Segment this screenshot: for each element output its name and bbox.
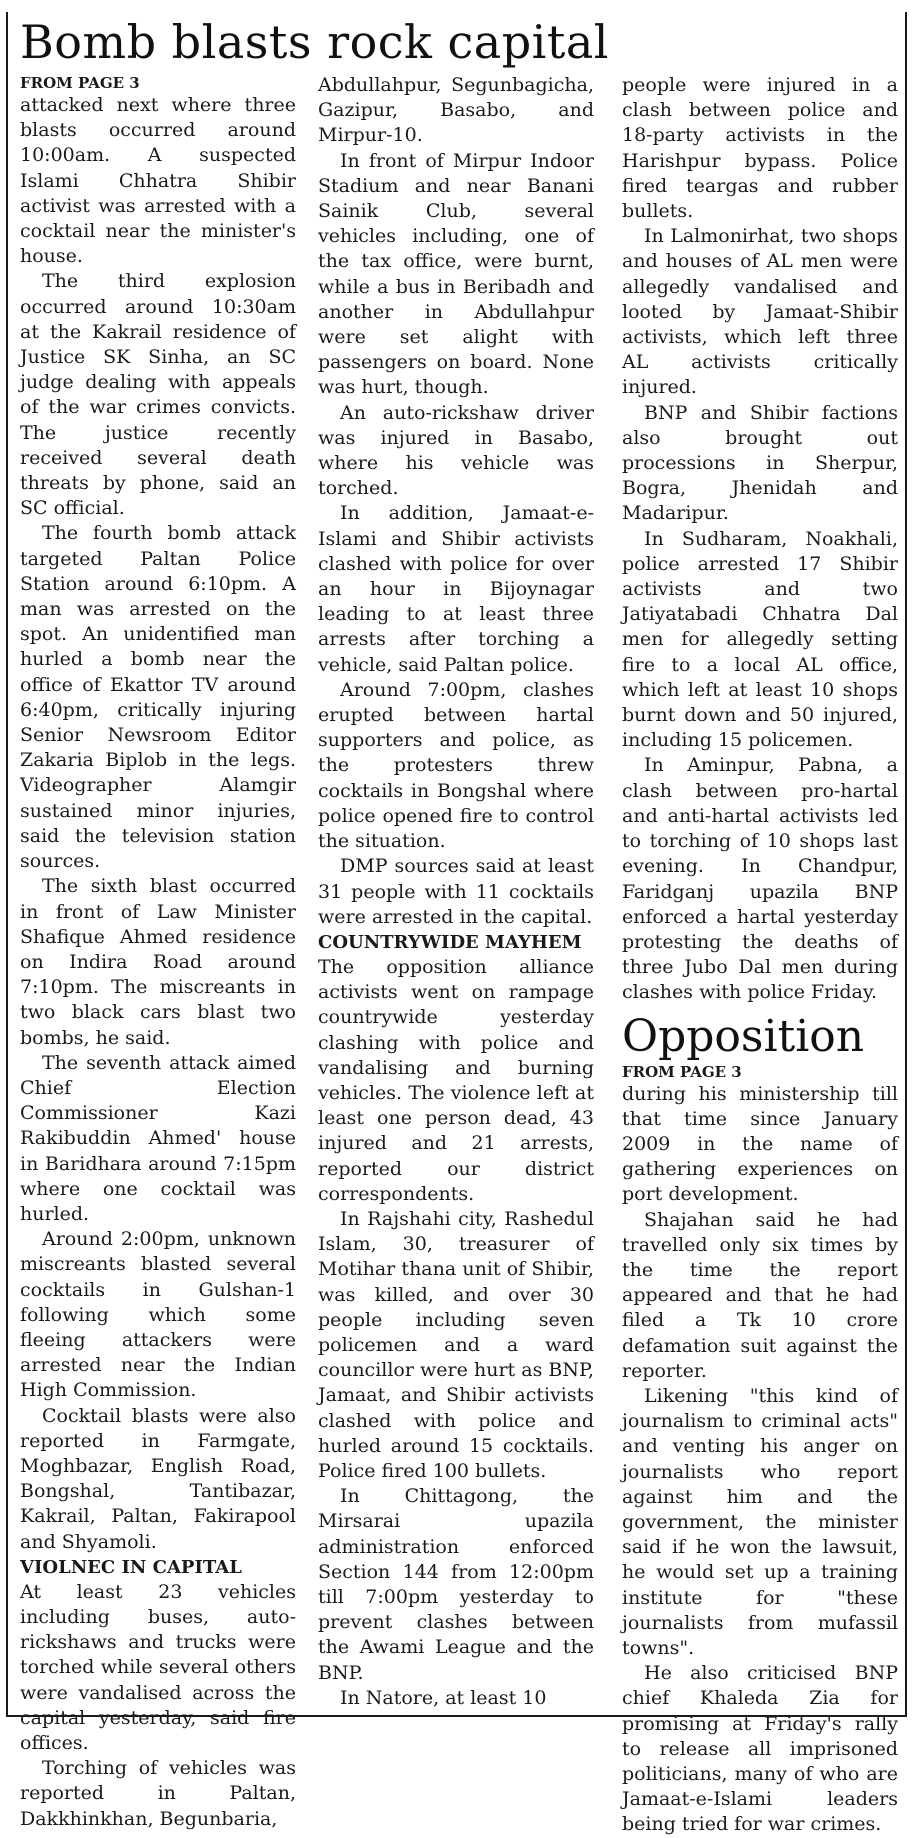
column-3 bbox=[622, 73, 898, 1838]
paragraph: attacked next where three blasts occurred around 10:00am. A suspected Islami Chhatra Shibir activist was arrested with a cocktail near the minister's house. bbox=[20, 94, 296, 268]
paragraph: He also criticised BNP chief Khaleda Zia for promising at Friday's rally to release all imprisoned politicians, many of who are Jamaat-e-Islami leaders being tried for war crimes. bbox=[622, 1662, 898, 1836]
paragraph: The seventh attack aimed Chief Election Commissioner Kazi Rakibuddin Ahmed' house in Baridhara around 7:15pm where one cocktail was hurled. bbox=[20, 1051, 296, 1225]
opposition-kicker: FROM PAGE 3 bbox=[622, 1062, 742, 1081]
paragraph: In Sudharam, Noakhali, police arrested 17 Shibir activists and two Jatiyatabadi Chhatra Dal men for allegedly setting fire to a local AL office, which left at least 10 shops burnt down and 50 injured, including 15 policemen. bbox=[622, 527, 898, 752]
paragraph: The third explosion occurred around 10:30am at the Kakrail residence of Justice SK Sinha, an SC judge dealing with appeals of the war crimes convicts. The justice recently received several death threats by phone, said an SC official. bbox=[20, 270, 296, 520]
paragraph: Shajahan said he had travelled only six times by the time the report appeared and that he had filed a Tk 10 crore defamation suit against the reporter. bbox=[622, 1208, 898, 1382]
article-headline: Bomb blasts rock capital bbox=[20, 15, 609, 69]
column-2 bbox=[318, 73, 594, 1711]
paragraph: In front of Mirpur Indoor Stadium and near Banani Sainik Club, several vehicles including, one of the tax office, were burnt, while a bus in Beribadh and another in Abdullahpur were set alight with passengers on board. None was hurt, though. bbox=[318, 149, 594, 399]
opposition-headline: Opposition bbox=[622, 1010, 865, 1062]
paragraph: In Aminpur, Pabna, a clash between pro-hartal and anti-hartal activists led to torching of 10 shops last evening. In Chandpur, Faridganj upazila BNP enforced a hartal yesterday protesting the deaths of three Jubo Dal men during clashes with police Friday. bbox=[622, 754, 898, 1004]
paragraph: Abdullahpur, Segunbagicha, Gazipur, Basabo, and Mirpur-10. bbox=[318, 74, 594, 147]
paragraph: people were injured in a clash between police and 18-party activists in the Harishpur bypass. Police fired teargas and rubber bullets. bbox=[622, 74, 898, 223]
paragraph: Cocktail blasts were also reported in Farmgate, Moghbazar, English Road, Bongshal, Tantibazar, Kakrail, Paltan, Fakirapool and Shyamoli. bbox=[20, 1404, 296, 1553]
paragraph: Likening "this kind of journalism to criminal acts" and venting his anger on journalists who report against him and the government, the minister said if he won the lawsuit, he would set up a training institute for "these journalists from mufassil towns". bbox=[622, 1384, 898, 1659]
article-kicker: FROM PAGE 3 bbox=[20, 74, 140, 92]
subhead-violence-in-capital: VIOLNEC IN CAPITAL bbox=[20, 1556, 242, 1578]
paragraph: DMP sources said at least 31 people with 11 cocktails were arrested in the capital. bbox=[318, 855, 594, 928]
paragraph: In Chittagong, the Mirsarai upazila administration enforced Section 144 from 12:00pm till 7:00pm yesterday to prevent clashes between the Awami League and the BNP. bbox=[318, 1485, 594, 1684]
paragraph: In Natore, at least 10 bbox=[340, 1686, 547, 1709]
paragraph: In Rajshahi city, Rashedul Islam, 30, treasurer of Motihar thana unit of Shibir, was killed, and over 30 people including seven policemen and a ward councillor were hurt as BNP, Jamaat, and Shibir activists clashed with police and hurled around 15 cocktails. Police fired 100 bullets. bbox=[318, 1207, 594, 1482]
paragraph: In Lalmonirhat, two shops and houses of AL men were allegedly vandalised and looted by Jamaat-Shibir activists, which left three AL activists critically injured. bbox=[622, 225, 898, 399]
paragraph: BNP and Shibir factions also brought out processions in Sherpur, Bogra, Jhenidah and Madaripur. bbox=[622, 401, 898, 525]
paragraph: The opposition alliance activists went on rampage countrywide yesterday clashing with police and vandalising and burning vehicles. The violence left at least one person dead, 43 injured and 21 arrests, reported our district correspondents. bbox=[318, 955, 594, 1205]
paragraph: In addition, Jamaat-e-Islami and Shibir activists clashed with police for over an hour in Bijoynagar leading to at least three arrests after torching a vehicle, said Paltan police. bbox=[318, 502, 594, 676]
paragraph: during his ministership till that time since January 2009 in the name of gathering experiences on port development. bbox=[622, 1082, 898, 1206]
paragraph: An auto-rickshaw driver was injured in Basabo, where his vehicle was torched. bbox=[318, 401, 594, 500]
paragraph: Around 2:00pm, unknown miscreants blasted several cocktails in Gulshan-1 following which some fleeing attackers were arrested near the Indian High Commission. bbox=[20, 1228, 296, 1402]
paragraph: The sixth blast occurred in front of Law Minister Shafique Ahmed residence on Indira Road around 7:10pm. The miscreants in two black cars blast two bombs, he said. bbox=[20, 875, 296, 1049]
paragraph: Torching of vehicles was reported in Paltan, Dakkhinkhan, Begunbaria, bbox=[20, 1757, 296, 1830]
subhead-countrywide-mayhem: COUNTRYWIDE MAYHEM bbox=[318, 931, 582, 953]
paragraph: At least 23 vehicles including buses, auto-rickshaws and trucks were torched while several others were vandalised across the capital yesterday, said fire offices. bbox=[20, 1580, 296, 1754]
paragraph: Around 7:00pm, clashes erupted between hartal supporters and police, as the protesters threw cocktails in Bongshal where police opened fire to control the situation. bbox=[318, 678, 594, 853]
paragraph: The fourth bomb attack targeted Paltan Police Station around 6:10pm. A man was arrested on the spot. An unidentified man hurled a bomb near the office of Ekattor TV around 6:40pm, critically injuring Senior Newsroom Editor Zakaria Biplob in the legs. Videographer Alamgir sustained minor injuries, said the television station sources. bbox=[20, 522, 296, 873]
right-border-rule bbox=[905, 12, 907, 1717]
left-border-rule bbox=[6, 12, 8, 1717]
column-1 bbox=[20, 73, 296, 1832]
